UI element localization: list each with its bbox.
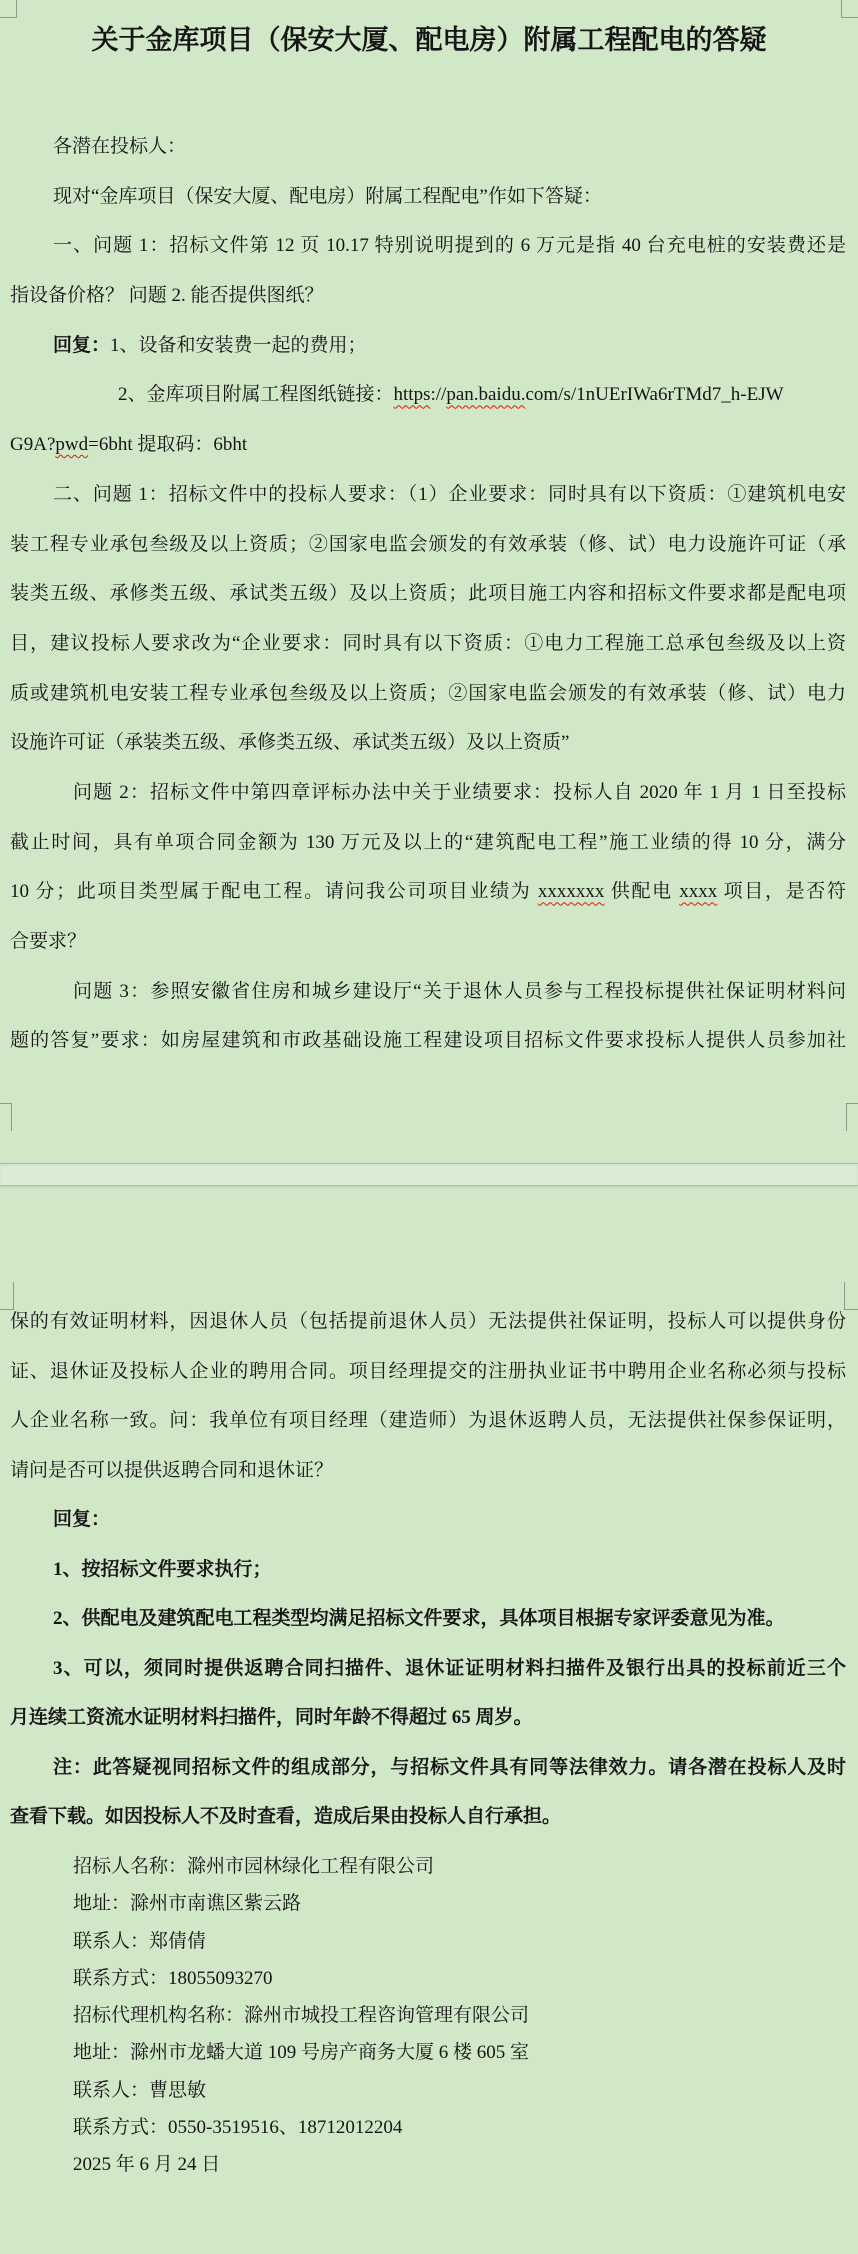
page1-margin-mark-top-left bbox=[0, 0, 17, 18]
question3-line3-text-c: 项目，是否符 bbox=[717, 881, 846, 903]
intro-line: 现对“金库项目（保安大厦、配电房）附属工程配电”作如下答疑： bbox=[53, 185, 602, 207]
reply-item3-line1: 3、可以，须同时提供返聘合同扫描件、退休证证明材料扫描件及银行出具的投标前近三个 bbox=[53, 1657, 846, 1679]
question3-line3-text-a: 10 分；此项目类型属于配电工程。请问我公司项目业绩为 bbox=[10, 881, 538, 903]
pan-baidu-url-separator: :// bbox=[430, 384, 447, 406]
page1-margin-mark-top-right bbox=[841, 0, 858, 18]
tenderer-phone-line: 联系方式：18055093270 bbox=[73, 1967, 273, 1989]
reply-item1: 1、按招标文件要求执行； bbox=[53, 1558, 272, 1580]
question2-line6: 设施许可证（承装类五级、承修类五级、承试类五级）及以上资质” bbox=[10, 732, 570, 754]
pan-baidu-url-scheme: https bbox=[393, 384, 431, 406]
salutation-line: 各潜在投标人： bbox=[53, 136, 187, 157]
question4-cont-line1: 保的有效证明材料，因退休人员（包括提前退休人员）无法提供社保证明，投标人可以提供身份 bbox=[10, 1311, 846, 1332]
question4-cont-line4: 请问是否可以提供返聘合同和退休证？ bbox=[10, 1459, 334, 1481]
question3-line3 bbox=[10, 867, 846, 917]
page1-margin-mark-bottom-left bbox=[0, 1103, 12, 1131]
page-break-gap bbox=[0, 1163, 858, 1186]
question3-line4: 合要求？ bbox=[10, 931, 87, 952]
note-line1: 注：此答疑视同招标文件的组成部分，与招标文件具有同等法律效力。请各潜在投标人及时 bbox=[53, 1756, 846, 1778]
reply-item2: 2、供配电及建筑配电工程类型均满足招标文件要求，具体项目根据专家评委意见为准。 bbox=[53, 1608, 785, 1629]
url-pwd-param: pwd bbox=[55, 434, 89, 456]
page1-body bbox=[10, 122, 846, 1066]
question4-cont-line2: 证、退休证及投标人企业的聘用合同。项目经理提交的注册执业证书中聘用企业名称必须与投标 bbox=[10, 1360, 846, 1382]
tenderer-contact-line: 联系人：郑倩倩 bbox=[73, 1930, 207, 1952]
question2-line3: 装类五级、承修类五级、承试类五级）及以上资质；此项目施工内容和招标文件要求都是配电项 bbox=[10, 583, 846, 605]
note-line2: 查看下载。如因投标人不及时查看，造成后果由投标人自行承担。 bbox=[10, 1806, 562, 1827]
reply1-line bbox=[10, 321, 846, 371]
question2-line1: 二、问题 1：招标文件中的投标人要求：（1）企业要求：同时具有以下资质：①建筑机电安 bbox=[53, 483, 846, 505]
reply2-url-line2 bbox=[10, 420, 846, 470]
url-tail-prefix: G9A? bbox=[10, 434, 56, 456]
pan-baidu-url-host: pan.baidu. bbox=[446, 384, 526, 406]
pan-baidu-url-path: com/s/1nUErIWa6rTMd7_h-EJW bbox=[525, 384, 784, 406]
question3-line3-text-b: 供配电 bbox=[604, 881, 680, 903]
question3-line2: 截止时间，具有单项合同金额为 130 万元及以上的“建筑配电工程”施工业绩的得 10 分，满分 bbox=[10, 831, 846, 853]
tenderer-name-line: 招标人名称：滁州市园林绿化工程有限公司 bbox=[73, 1856, 435, 1877]
question2-line5: 质或建筑机电安装工程专业承包叁级及以上资质；②国家电监会颁发的有效承装（修、试）电力 bbox=[10, 682, 846, 704]
question4-cont-line3: 人企业名称一致。问：我单位有项目经理（建造师）为退休返聘人员，无法提供社保参保证明， bbox=[10, 1410, 846, 1431]
page1-margin-mark-bottom-right bbox=[846, 1103, 858, 1131]
page2-margin-mark-top-right bbox=[844, 1282, 858, 1310]
document-title: 关于金库项目（保安大厦、配电房）附属工程配电的答疑 bbox=[91, 25, 767, 55]
question3-line1: 问题 2：招标文件中第四章评标办法中关于业绩要求：投标人自 2020 年 1 月 1 日至投标 bbox=[73, 781, 846, 803]
agency-contact-line: 联系人：曹思敏 bbox=[73, 2079, 207, 2101]
extraction-code-text: =6bht 提取码：6bht bbox=[88, 434, 248, 456]
reply-label-line: 回复： bbox=[53, 1509, 111, 1530]
date-line: 2025 年 6 月 24 日 bbox=[73, 2154, 221, 2176]
placeholder-x4: xxxx bbox=[679, 881, 718, 903]
agency-name-line: 招标代理机构名称：滁州市城投工程咨询管理有限公司 bbox=[73, 2005, 530, 2027]
placeholder-x7: xxxxxxx bbox=[537, 881, 605, 903]
question4-line2: 题的答复”要求：如房屋建筑和市政基础设施工程建设项目招标文件要求投标人提供人员参加社 bbox=[10, 1030, 846, 1052]
contact-info-block bbox=[73, 1848, 838, 2184]
agency-phone-line: 联系方式：0550-3519516、18712012204 bbox=[73, 2117, 403, 2139]
agency-address-line: 地址：滁州市龙蟠大道 109 号房产商务大厦 6 楼 605 室 bbox=[73, 2042, 530, 2064]
reply2-url-line1 bbox=[10, 370, 846, 420]
reply1-text: 1、设备和安装费一起的费用； bbox=[110, 334, 367, 356]
question1-line2: 指设备价格？ 问题 2. 能否提供图纸？ bbox=[10, 285, 324, 307]
reply-item3-line2: 月连续工资流水证明材料扫描件，同时年龄不得超过 65 周岁。 bbox=[10, 1707, 533, 1728]
question4-line1: 问题 3：参照安徽省住房和城乡建设厅“关于退休人员参与工程投标提供社保证明材料问 bbox=[73, 980, 846, 1002]
question1-line1: 一、问题 1：招标文件第 12 页 10.17 特别说明提到的 6 万元是指 40 台充电桩的安装费还是 bbox=[53, 235, 846, 257]
question2-line4: 目，建议投标人要求改为“企业要求：同时具有以下资质：①电力工程施工总承包叁级及以上资 bbox=[10, 632, 846, 654]
question2-line2: 装工程专业承包叁级及以上资质；②国家电监会颁发的有效承装（修、试）电力设施许可证（承 bbox=[10, 533, 846, 555]
tenderer-address-line: 地址：滁州市南谯区紫云路 bbox=[73, 1893, 302, 1915]
reply2-text: 2、金库项目附属工程图纸链接： bbox=[118, 384, 394, 406]
reply-label: 回复： bbox=[53, 334, 111, 356]
page2-body bbox=[10, 1297, 846, 1842]
